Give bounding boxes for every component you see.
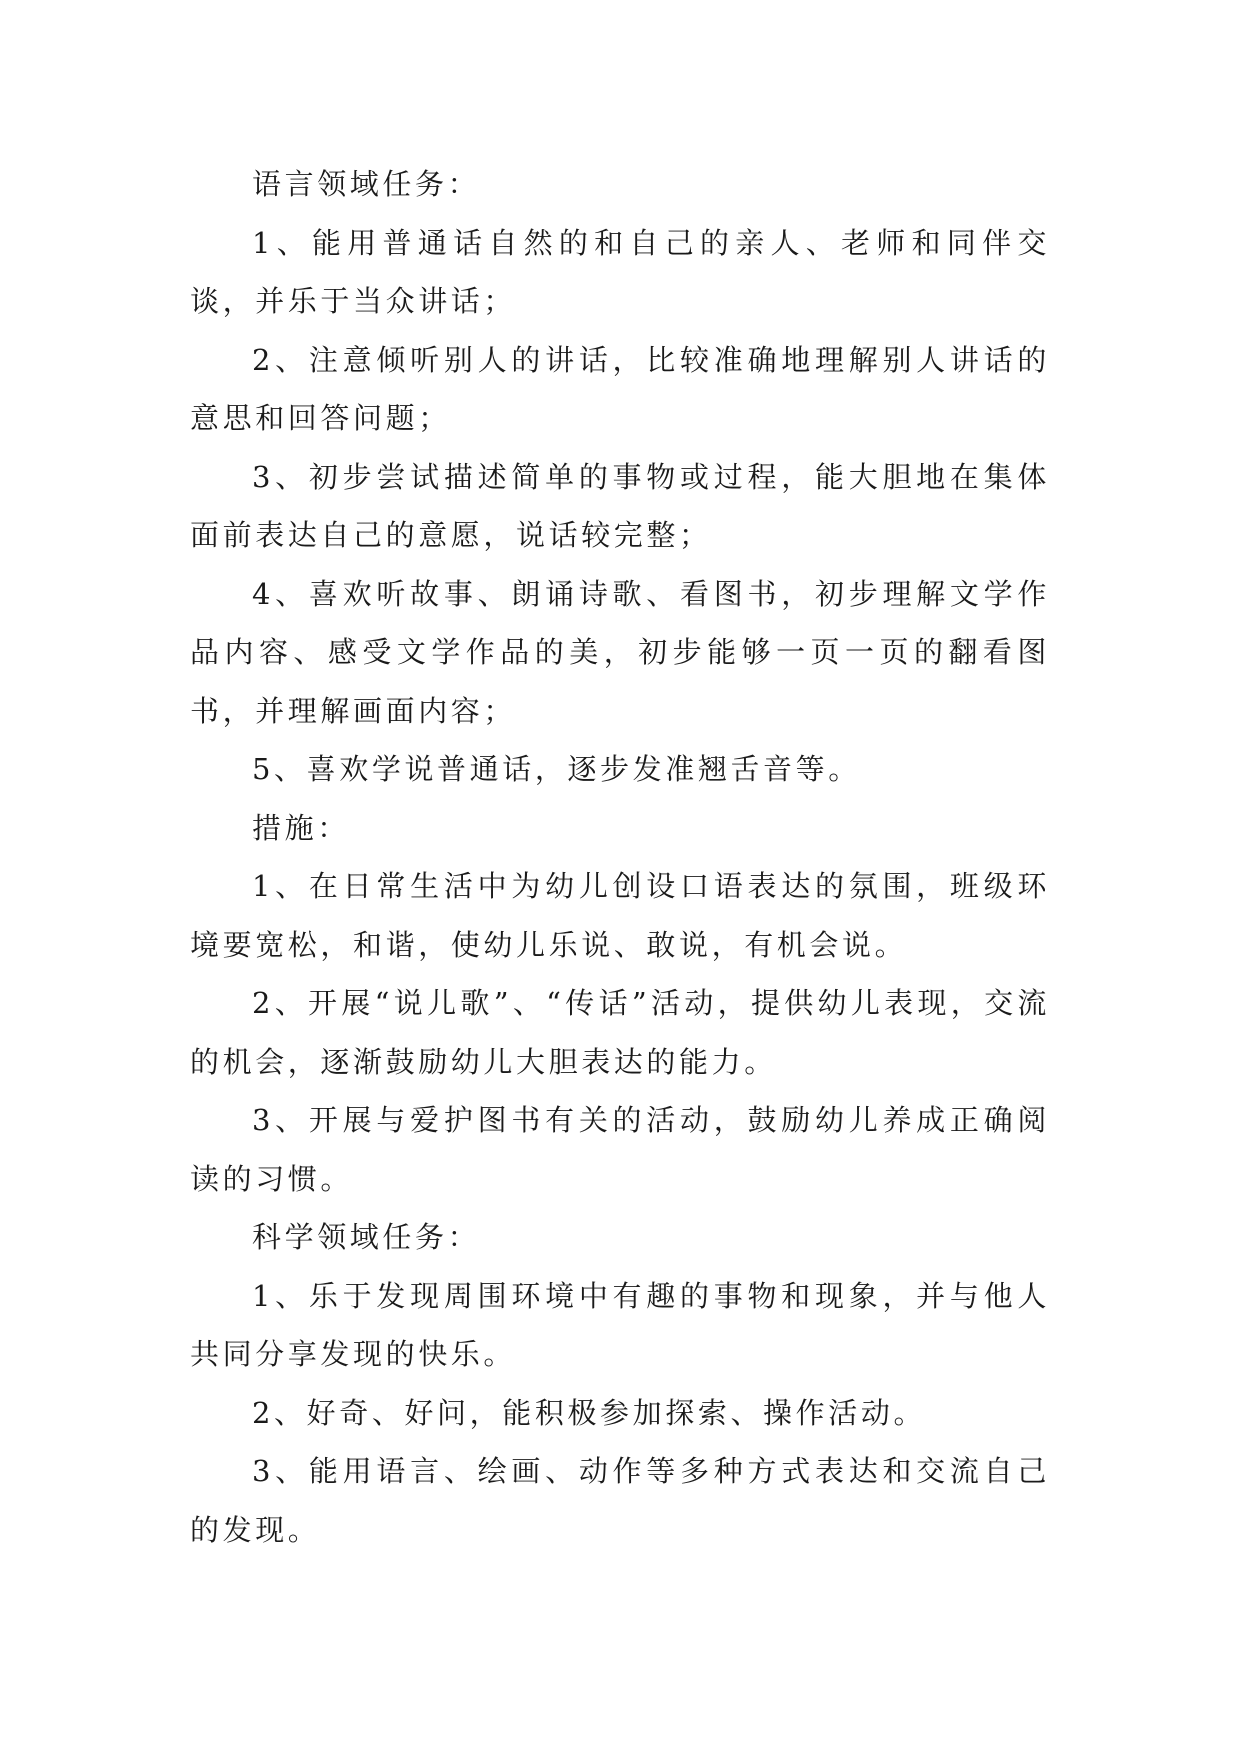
- language-task-5: 5、喜欢学说普通话，逐步发准翘舌音等。: [252, 752, 861, 786]
- language-task-1: 1、能用普通话自然的和自己的亲人、老师和同伴交谈，并乐于当众讲话；: [190, 225, 1050, 318]
- language-task-3: 3、初步尝试描述简单的事物或过程，能大胆地在集体面前表达自己的意愿，说话较完整；: [190, 459, 1050, 552]
- science-task-3: 3、能用语言、绘画、动作等多种方式表达和交流自己的发现。: [190, 1454, 1050, 1547]
- document-body: [190, 155, 1050, 1559]
- measure-2: 2、开展“说儿歌”、“传话”活动，提供幼儿表现，交流的机会，逐渐鼓励幼儿大胆表达的能力。: [190, 986, 1050, 1079]
- section-heading-language: 语言领域任务：: [252, 167, 481, 201]
- science-task-2: 2、好奇、好问，能积极参加探索、操作活动。: [252, 1395, 927, 1430]
- section-heading-measures: 措施：: [252, 810, 350, 845]
- measure-1: 1、在日常生活中为幼儿创设口语表达的氛围，班级环境要宽松，和谐，使幼儿乐说、敢说，有机会说。: [190, 869, 1050, 962]
- measure-3: 3、开展与爱护图书有关的活动，鼓励幼儿养成正确阅读的习惯。: [190, 1103, 1050, 1196]
- language-task-4: 4、喜欢听故事、朗诵诗歌、看图书，初步理解文学作品内容、感受文学作品的美，初步能够一页一页的翻看图书，并理解画面内容；: [190, 576, 1050, 728]
- section-heading-science: 科学领域任务：: [252, 1220, 481, 1254]
- language-task-2: 2、注意倾听别人的讲话，比较准确地理解别人讲话的意思和回答问题；: [190, 342, 1050, 435]
- science-task-1: 1、乐于发现周围环境中有趣的事物和现象，并与他人共同分享发现的快乐。: [190, 1278, 1050, 1371]
